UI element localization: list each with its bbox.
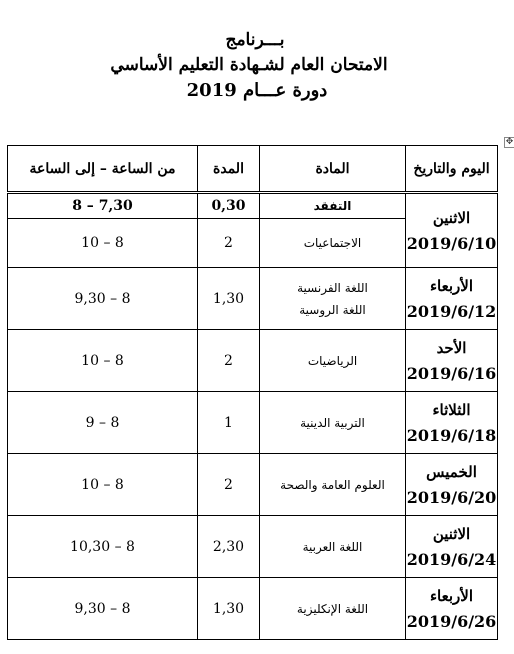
title-line-3: دورة عـــام 2019 xyxy=(186,80,328,101)
duration-cell: 2,30 xyxy=(198,516,260,578)
subject-line: اللغة الفرنسية xyxy=(297,280,368,295)
table-row xyxy=(8,330,498,392)
header-time: من الساعة – إلى الساعة xyxy=(8,146,198,193)
day-name: الأربعاء xyxy=(429,586,473,605)
day-date: 2019/6/12 xyxy=(406,301,497,321)
day-date: 2019/6/18 xyxy=(406,425,497,445)
subject-cell: التفقد xyxy=(260,193,406,219)
header-row xyxy=(8,146,498,193)
time-cell: 8 – 10 xyxy=(8,219,198,268)
duration-cell: 2 xyxy=(198,330,260,392)
day-cell xyxy=(406,268,498,330)
table-row xyxy=(8,392,498,454)
time-cell: 8 – 9,30 xyxy=(8,578,198,640)
day-name: الأربعاء xyxy=(429,276,473,295)
title-line-2: الامتحان العام لشـهادة التعليم الأساسي xyxy=(110,55,388,75)
day-name: الثلاثاء xyxy=(432,400,471,419)
subject-line: اللغة الروسية xyxy=(299,302,366,317)
document-header xyxy=(0,28,514,104)
subject-cell: التربية الدينية xyxy=(260,392,406,454)
day-name: الاثنين xyxy=(432,208,471,227)
day-name: الأحد xyxy=(436,338,467,357)
duration-cell: 1,30 xyxy=(198,268,260,330)
table-move-handle-icon[interactable]: ✥ xyxy=(505,137,514,147)
time-cell: 8 – 9 xyxy=(8,392,198,454)
title-line-1: بـــرنامج xyxy=(225,30,285,50)
duration-cell: 0,30 xyxy=(198,193,260,219)
header-duration: المدة xyxy=(198,146,260,193)
time-cell: 7,30 – 8 xyxy=(8,193,198,219)
table-row xyxy=(8,578,498,640)
time-cell: 8 – 9,30 xyxy=(8,268,198,330)
time-cell: 8 – 10 xyxy=(8,330,198,392)
table-row xyxy=(8,454,498,516)
day-date: 2019/6/10 xyxy=(406,233,497,253)
day-cell xyxy=(406,578,498,640)
duration-cell: 2 xyxy=(198,454,260,516)
day-cell xyxy=(406,193,498,268)
subject-cell: الاجتماعيات xyxy=(260,219,406,268)
day-date: 2019/6/24 xyxy=(406,549,497,569)
day-date: 2019/6/26 xyxy=(406,611,497,631)
duration-cell: 1,30 xyxy=(198,578,260,640)
day-name: الخميس xyxy=(426,462,477,481)
subject-cell: اللغة العربية xyxy=(260,516,406,578)
table-row xyxy=(8,516,498,578)
exam-schedule-table xyxy=(7,145,498,640)
header-subject: المادة xyxy=(260,146,406,193)
day-cell xyxy=(406,454,498,516)
subject-cell: اللغة الإنكليزية xyxy=(260,578,406,640)
time-cell: 8 – 10 xyxy=(8,454,198,516)
subject-cell xyxy=(260,268,406,330)
day-date: 2019/6/16 xyxy=(406,363,497,383)
day-cell xyxy=(406,330,498,392)
day-cell xyxy=(406,392,498,454)
day-date: 2019/6/20 xyxy=(406,487,497,507)
subject-cell: الرياضيات xyxy=(260,330,406,392)
table-row xyxy=(8,193,498,219)
header-day-date: اليوم والتاريخ xyxy=(406,146,498,193)
duration-cell: 2 xyxy=(198,219,260,268)
time-cell: 8 – 10,30 xyxy=(8,516,198,578)
table-row xyxy=(8,268,498,330)
duration-cell: 1 xyxy=(198,392,260,454)
subject-cell: العلوم العامة والصحة xyxy=(260,454,406,516)
day-name: الاثنين xyxy=(432,524,471,543)
day-cell xyxy=(406,516,498,578)
